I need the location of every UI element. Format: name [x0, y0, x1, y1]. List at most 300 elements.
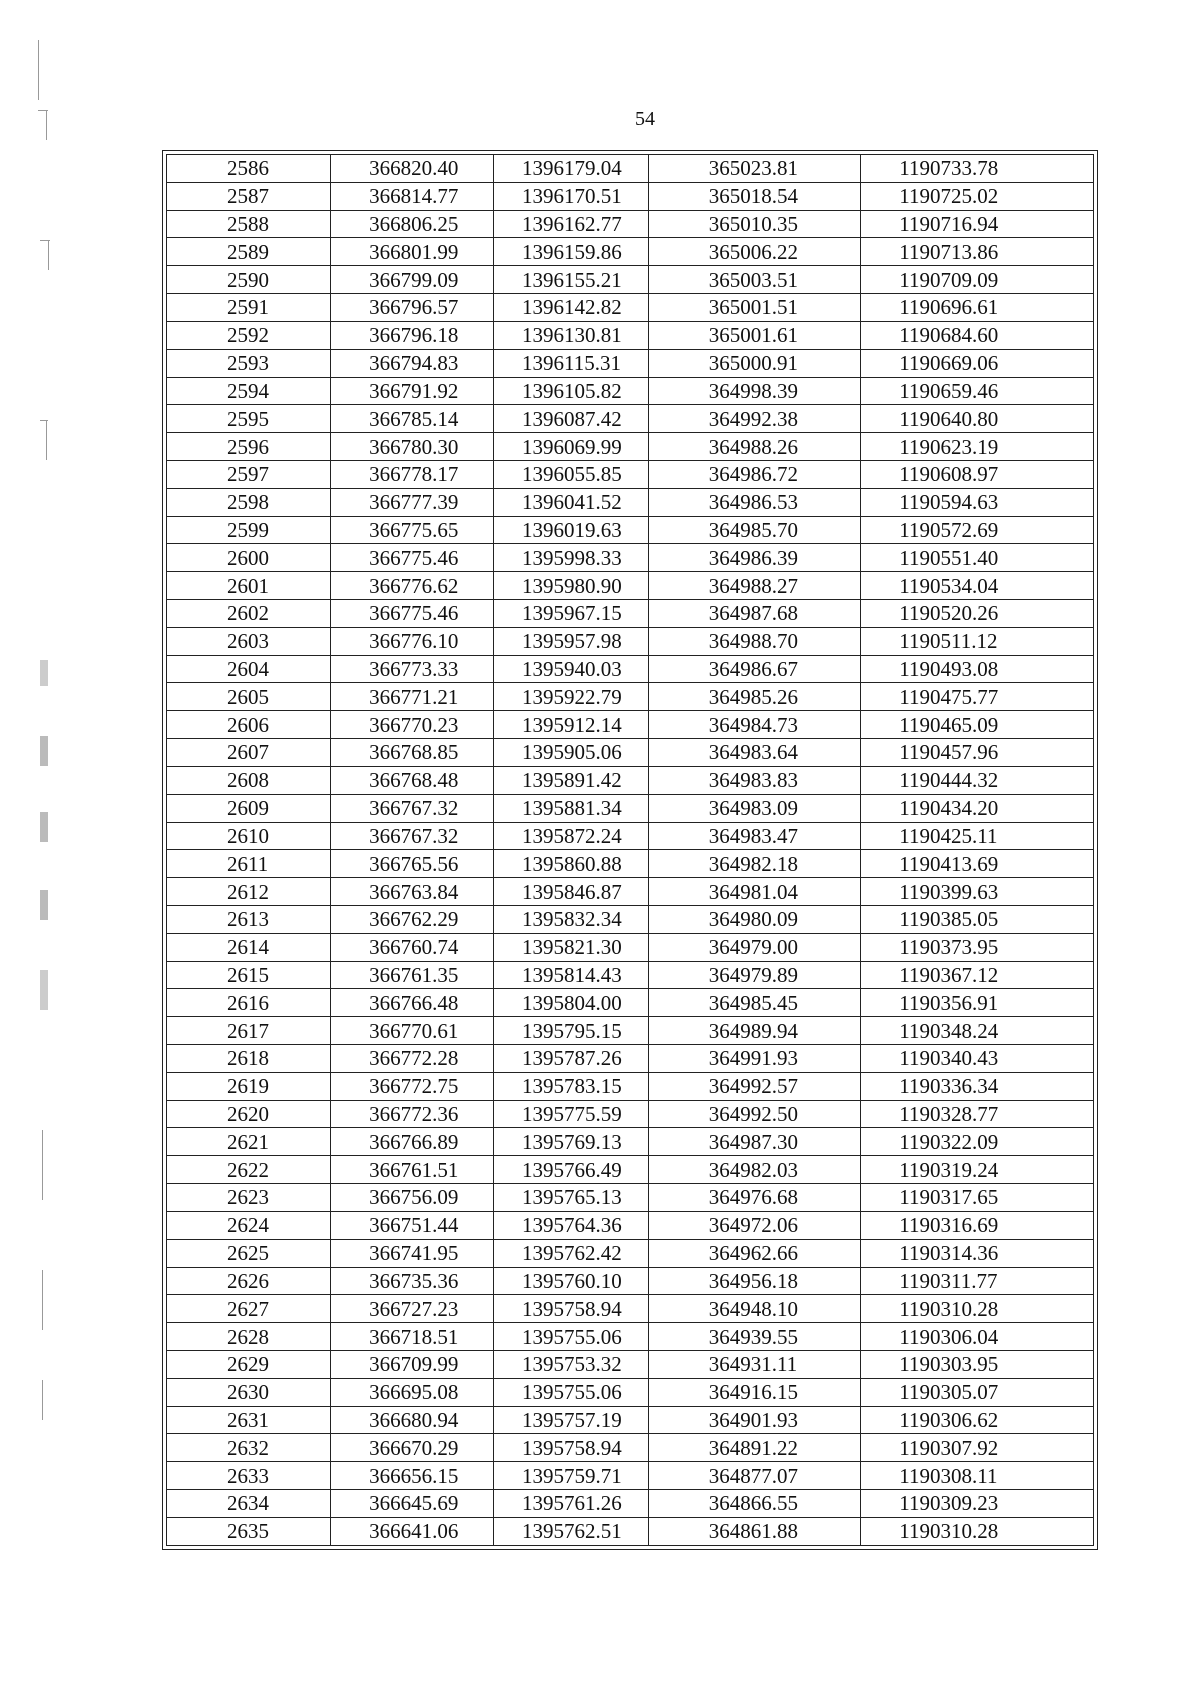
y2-cell: 1190457.96	[861, 739, 1094, 767]
table-row	[167, 1239, 1094, 1267]
x2-cell: 365003.51	[648, 266, 860, 294]
table-row	[167, 1350, 1094, 1378]
y1-cell: 1395846.87	[493, 878, 648, 906]
scan-artifact	[46, 110, 47, 140]
y1-cell: 1395760.10	[493, 1267, 648, 1295]
y1-cell: 1395764.36	[493, 1211, 648, 1239]
y2-cell: 1190311.77	[861, 1267, 1094, 1295]
x1-cell: 366778.17	[331, 460, 494, 488]
x1-cell: 366777.39	[331, 488, 494, 516]
scan-artifact	[46, 420, 47, 460]
y2-cell: 1190733.78	[861, 155, 1094, 183]
table-row	[167, 1406, 1094, 1434]
table-row	[167, 655, 1094, 683]
y2-cell: 1190319.24	[861, 1156, 1094, 1184]
x2-cell: 364979.89	[648, 961, 860, 989]
table-row	[167, 266, 1094, 294]
x2-cell: 364982.03	[648, 1156, 860, 1184]
y1-cell: 1395814.43	[493, 961, 648, 989]
point-id-cell: 2629	[167, 1350, 331, 1378]
point-id-cell: 2607	[167, 739, 331, 767]
y1-cell: 1396115.31	[493, 349, 648, 377]
point-id-cell: 2613	[167, 905, 331, 933]
y2-cell: 1190608.97	[861, 460, 1094, 488]
y1-cell: 1395998.33	[493, 544, 648, 572]
y2-cell: 1190348.24	[861, 1017, 1094, 1045]
y1-cell: 1395762.42	[493, 1239, 648, 1267]
x1-cell: 366768.85	[331, 739, 494, 767]
coordinates-table	[166, 154, 1094, 1546]
y2-cell: 1190310.28	[861, 1517, 1094, 1545]
y1-cell: 1395980.90	[493, 572, 648, 600]
point-id-cell: 2617	[167, 1017, 331, 1045]
x2-cell: 365000.91	[648, 349, 860, 377]
table-row	[167, 794, 1094, 822]
x1-cell: 366760.74	[331, 933, 494, 961]
scan-artifact	[42, 1380, 43, 1420]
x2-cell: 364939.55	[648, 1323, 860, 1351]
point-id-cell: 2633	[167, 1462, 331, 1490]
y2-cell: 1190314.36	[861, 1239, 1094, 1267]
y1-cell: 1395753.32	[493, 1350, 648, 1378]
x1-cell: 366763.84	[331, 878, 494, 906]
point-id-cell: 2608	[167, 766, 331, 794]
x2-cell: 365023.81	[648, 155, 860, 183]
table-row	[167, 321, 1094, 349]
table-row	[167, 488, 1094, 516]
x1-cell: 366761.35	[331, 961, 494, 989]
point-id-cell: 2621	[167, 1128, 331, 1156]
x1-cell: 366796.18	[331, 321, 494, 349]
y2-cell: 1190534.04	[861, 572, 1094, 600]
x2-cell: 364987.30	[648, 1128, 860, 1156]
y1-cell: 1395765.13	[493, 1184, 648, 1212]
x1-cell: 366766.89	[331, 1128, 494, 1156]
y2-cell: 1190317.65	[861, 1184, 1094, 1212]
x2-cell: 364948.10	[648, 1295, 860, 1323]
x2-cell: 364984.73	[648, 711, 860, 739]
x2-cell: 364992.57	[648, 1072, 860, 1100]
table-row	[167, 155, 1094, 183]
y2-cell: 1190520.26	[861, 600, 1094, 628]
y1-cell: 1395957.98	[493, 627, 648, 655]
point-id-cell: 2606	[167, 711, 331, 739]
y1-cell: 1396159.86	[493, 238, 648, 266]
x2-cell: 364931.11	[648, 1350, 860, 1378]
point-id-cell: 2614	[167, 933, 331, 961]
point-id-cell: 2596	[167, 433, 331, 461]
y1-cell: 1395940.03	[493, 655, 648, 683]
table-row	[167, 739, 1094, 767]
table-row	[167, 405, 1094, 433]
y1-cell: 1395804.00	[493, 989, 648, 1017]
scan-artifact	[40, 890, 48, 920]
x1-cell: 366794.83	[331, 349, 494, 377]
point-id-cell: 2605	[167, 683, 331, 711]
table-row	[167, 210, 1094, 238]
y2-cell: 1190303.95	[861, 1350, 1094, 1378]
y1-cell: 1395872.24	[493, 822, 648, 850]
x2-cell: 364985.70	[648, 516, 860, 544]
table-row	[167, 878, 1094, 906]
y2-cell: 1190511.12	[861, 627, 1094, 655]
x1-cell: 366741.95	[331, 1239, 494, 1267]
point-id-cell: 2632	[167, 1434, 331, 1462]
y2-cell: 1190713.86	[861, 238, 1094, 266]
point-id-cell: 2618	[167, 1045, 331, 1073]
x1-cell: 366772.36	[331, 1100, 494, 1128]
table-row	[167, 1517, 1094, 1545]
y1-cell: 1395755.06	[493, 1323, 648, 1351]
y2-cell: 1190356.91	[861, 989, 1094, 1017]
y2-cell: 1190493.08	[861, 655, 1094, 683]
scan-artifact	[40, 812, 48, 842]
point-id-cell: 2590	[167, 266, 331, 294]
point-id-cell: 2627	[167, 1295, 331, 1323]
x2-cell: 364985.45	[648, 989, 860, 1017]
y1-cell: 1396019.63	[493, 516, 648, 544]
point-id-cell: 2628	[167, 1323, 331, 1351]
table-row	[167, 1128, 1094, 1156]
point-id-cell: 2591	[167, 294, 331, 322]
point-id-cell: 2635	[167, 1517, 331, 1545]
x1-cell: 366670.29	[331, 1434, 494, 1462]
y2-cell: 1190413.69	[861, 850, 1094, 878]
x1-cell: 366767.32	[331, 794, 494, 822]
point-id-cell: 2604	[167, 655, 331, 683]
y1-cell: 1395769.13	[493, 1128, 648, 1156]
x2-cell: 364901.93	[648, 1406, 860, 1434]
table-row	[167, 516, 1094, 544]
y2-cell: 1190669.06	[861, 349, 1094, 377]
x1-cell: 366656.15	[331, 1462, 494, 1490]
x2-cell: 364972.06	[648, 1211, 860, 1239]
x2-cell: 364989.94	[648, 1017, 860, 1045]
y2-cell: 1190594.63	[861, 488, 1094, 516]
x1-cell: 366772.75	[331, 1072, 494, 1100]
y1-cell: 1396170.51	[493, 182, 648, 210]
x2-cell: 364985.26	[648, 683, 860, 711]
table-row	[167, 1462, 1094, 1490]
y2-cell: 1190309.23	[861, 1490, 1094, 1518]
y1-cell: 1395762.51	[493, 1517, 648, 1545]
x1-cell: 366773.33	[331, 655, 494, 683]
y1-cell: 1396130.81	[493, 321, 648, 349]
y1-cell: 1395761.26	[493, 1490, 648, 1518]
point-id-cell: 2589	[167, 238, 331, 266]
x2-cell: 364988.27	[648, 572, 860, 600]
x1-cell: 366751.44	[331, 1211, 494, 1239]
table-row	[167, 294, 1094, 322]
y1-cell: 1395783.15	[493, 1072, 648, 1100]
table-row	[167, 1323, 1094, 1351]
y2-cell: 1190340.43	[861, 1045, 1094, 1073]
y1-cell: 1395759.71	[493, 1462, 648, 1490]
page-number: 54	[635, 108, 655, 130]
y2-cell: 1190367.12	[861, 961, 1094, 989]
scan-artifact	[40, 660, 48, 686]
x2-cell: 364991.93	[648, 1045, 860, 1073]
x1-cell: 366791.92	[331, 377, 494, 405]
y1-cell: 1396162.77	[493, 210, 648, 238]
y2-cell: 1190425.11	[861, 822, 1094, 850]
y1-cell: 1395891.42	[493, 766, 648, 794]
y2-cell: 1190399.63	[861, 878, 1094, 906]
point-id-cell: 2630	[167, 1378, 331, 1406]
table-row	[167, 766, 1094, 794]
x1-cell: 366765.56	[331, 850, 494, 878]
point-id-cell: 2626	[167, 1267, 331, 1295]
point-id-cell: 2623	[167, 1184, 331, 1212]
y2-cell: 1190373.95	[861, 933, 1094, 961]
point-id-cell: 2611	[167, 850, 331, 878]
x1-cell: 366771.21	[331, 683, 494, 711]
y1-cell: 1395755.06	[493, 1378, 648, 1406]
y2-cell: 1190623.19	[861, 433, 1094, 461]
y2-cell: 1190551.40	[861, 544, 1094, 572]
y2-cell: 1190434.20	[861, 794, 1094, 822]
x2-cell: 364962.66	[648, 1239, 860, 1267]
y2-cell: 1190316.69	[861, 1211, 1094, 1239]
x1-cell: 366770.23	[331, 711, 494, 739]
x1-cell: 366761.51	[331, 1156, 494, 1184]
y1-cell: 1395757.19	[493, 1406, 648, 1434]
x2-cell: 364983.09	[648, 794, 860, 822]
point-id-cell: 2619	[167, 1072, 331, 1100]
scan-artifact	[38, 40, 39, 100]
x2-cell: 364986.39	[648, 544, 860, 572]
x2-cell: 365006.22	[648, 238, 860, 266]
x2-cell: 365018.54	[648, 182, 860, 210]
scan-artifact	[48, 240, 49, 270]
table-row	[167, 711, 1094, 739]
point-id-cell: 2620	[167, 1100, 331, 1128]
point-id-cell: 2609	[167, 794, 331, 822]
x1-cell: 366641.06	[331, 1517, 494, 1545]
y1-cell: 1396155.21	[493, 266, 648, 294]
table-row	[167, 1490, 1094, 1518]
y1-cell: 1396041.52	[493, 488, 648, 516]
x2-cell: 364988.26	[648, 433, 860, 461]
x1-cell: 366766.48	[331, 989, 494, 1017]
y1-cell: 1396105.82	[493, 377, 648, 405]
point-id-cell: 2634	[167, 1490, 331, 1518]
y2-cell: 1190305.07	[861, 1378, 1094, 1406]
point-id-cell: 2610	[167, 822, 331, 850]
y2-cell: 1190306.62	[861, 1406, 1094, 1434]
point-id-cell: 2587	[167, 182, 331, 210]
x1-cell: 366767.32	[331, 822, 494, 850]
table-row	[167, 1156, 1094, 1184]
table-row	[167, 1045, 1094, 1073]
point-id-cell: 2598	[167, 488, 331, 516]
table-row	[167, 1072, 1094, 1100]
y2-cell: 1190336.34	[861, 1072, 1094, 1100]
y2-cell: 1190306.04	[861, 1323, 1094, 1351]
y2-cell: 1190475.77	[861, 683, 1094, 711]
table-row	[167, 572, 1094, 600]
x1-cell: 366680.94	[331, 1406, 494, 1434]
x1-cell: 366718.51	[331, 1323, 494, 1351]
point-id-cell: 2602	[167, 600, 331, 628]
y2-cell: 1190307.92	[861, 1434, 1094, 1462]
x2-cell: 364956.18	[648, 1267, 860, 1295]
point-id-cell: 2616	[167, 989, 331, 1017]
point-id-cell: 2624	[167, 1211, 331, 1239]
x1-cell: 366820.40	[331, 155, 494, 183]
point-id-cell: 2586	[167, 155, 331, 183]
x2-cell: 365001.61	[648, 321, 860, 349]
x2-cell: 364861.88	[648, 1517, 860, 1545]
scan-artifact	[42, 1130, 43, 1200]
scan-artifact	[40, 736, 48, 766]
y2-cell: 1190444.32	[861, 766, 1094, 794]
y2-cell: 1190659.46	[861, 377, 1094, 405]
point-id-cell: 2597	[167, 460, 331, 488]
table-row	[167, 850, 1094, 878]
y2-cell: 1190328.77	[861, 1100, 1094, 1128]
x2-cell: 364998.39	[648, 377, 860, 405]
table-row	[167, 683, 1094, 711]
y2-cell: 1190310.28	[861, 1295, 1094, 1323]
x2-cell: 364983.64	[648, 739, 860, 767]
x1-cell: 366695.08	[331, 1378, 494, 1406]
x2-cell: 364992.50	[648, 1100, 860, 1128]
point-id-cell: 2625	[167, 1239, 331, 1267]
x2-cell: 364992.38	[648, 405, 860, 433]
table-row	[167, 182, 1094, 210]
table-row	[167, 433, 1094, 461]
table-row	[167, 460, 1094, 488]
y2-cell: 1190308.11	[861, 1462, 1094, 1490]
x1-cell: 366775.46	[331, 600, 494, 628]
x1-cell: 366727.23	[331, 1295, 494, 1323]
y1-cell: 1395775.59	[493, 1100, 648, 1128]
y1-cell: 1396179.04	[493, 155, 648, 183]
x2-cell: 364916.15	[648, 1378, 860, 1406]
y1-cell: 1395905.06	[493, 739, 648, 767]
x2-cell: 364980.09	[648, 905, 860, 933]
table-row	[167, 1017, 1094, 1045]
x1-cell: 366776.62	[331, 572, 494, 600]
y1-cell: 1396142.82	[493, 294, 648, 322]
x1-cell: 366780.30	[331, 433, 494, 461]
y1-cell: 1395832.34	[493, 905, 648, 933]
y1-cell: 1396087.42	[493, 405, 648, 433]
table-row	[167, 822, 1094, 850]
y2-cell: 1190725.02	[861, 182, 1094, 210]
y1-cell: 1395766.49	[493, 1156, 648, 1184]
y1-cell: 1396055.85	[493, 460, 648, 488]
x2-cell: 364987.68	[648, 600, 860, 628]
table-row	[167, 627, 1094, 655]
x1-cell: 366775.46	[331, 544, 494, 572]
y2-cell: 1190572.69	[861, 516, 1094, 544]
point-id-cell: 2615	[167, 961, 331, 989]
y2-cell: 1190684.60	[861, 321, 1094, 349]
x2-cell: 364982.18	[648, 850, 860, 878]
point-id-cell: 2601	[167, 572, 331, 600]
x2-cell: 365001.51	[648, 294, 860, 322]
x2-cell: 364983.47	[648, 822, 860, 850]
table-row	[167, 989, 1094, 1017]
y2-cell: 1190322.09	[861, 1128, 1094, 1156]
y1-cell: 1395912.14	[493, 711, 648, 739]
table-row	[167, 1100, 1094, 1128]
point-id-cell: 2595	[167, 405, 331, 433]
x1-cell: 366785.14	[331, 405, 494, 433]
table-row	[167, 933, 1094, 961]
table-row	[167, 600, 1094, 628]
x2-cell: 364986.53	[648, 488, 860, 516]
y1-cell: 1395922.79	[493, 683, 648, 711]
table-row	[167, 238, 1094, 266]
x2-cell: 364976.68	[648, 1184, 860, 1212]
y1-cell: 1396069.99	[493, 433, 648, 461]
y1-cell: 1395758.94	[493, 1434, 648, 1462]
coordinates-table-body	[167, 155, 1094, 1546]
x1-cell: 366799.09	[331, 266, 494, 294]
y2-cell: 1190696.61	[861, 294, 1094, 322]
table-row	[167, 961, 1094, 989]
x2-cell: 364986.72	[648, 460, 860, 488]
x2-cell: 364877.07	[648, 1462, 860, 1490]
x1-cell: 366768.48	[331, 766, 494, 794]
x2-cell: 364981.04	[648, 878, 860, 906]
point-id-cell: 2588	[167, 210, 331, 238]
point-id-cell: 2599	[167, 516, 331, 544]
table-row	[167, 1378, 1094, 1406]
point-id-cell: 2593	[167, 349, 331, 377]
x1-cell: 366775.65	[331, 516, 494, 544]
y2-cell: 1190716.94	[861, 210, 1094, 238]
point-id-cell: 2631	[167, 1406, 331, 1434]
point-id-cell: 2603	[167, 627, 331, 655]
table-row	[167, 377, 1094, 405]
y1-cell: 1395881.34	[493, 794, 648, 822]
table-row	[167, 1295, 1094, 1323]
x1-cell: 366709.99	[331, 1350, 494, 1378]
y2-cell: 1190465.09	[861, 711, 1094, 739]
table-row	[167, 1211, 1094, 1239]
y1-cell: 1395821.30	[493, 933, 648, 961]
point-id-cell: 2592	[167, 321, 331, 349]
table-row	[167, 1184, 1094, 1212]
x1-cell: 366770.61	[331, 1017, 494, 1045]
y1-cell: 1395758.94	[493, 1295, 648, 1323]
point-id-cell: 2622	[167, 1156, 331, 1184]
point-id-cell: 2600	[167, 544, 331, 572]
x2-cell: 365010.35	[648, 210, 860, 238]
x2-cell: 364866.55	[648, 1490, 860, 1518]
coordinates-table-frame	[162, 150, 1098, 1550]
table-row	[167, 905, 1094, 933]
table-row	[167, 349, 1094, 377]
y1-cell: 1395860.88	[493, 850, 648, 878]
y1-cell: 1395795.15	[493, 1017, 648, 1045]
x2-cell: 364986.67	[648, 655, 860, 683]
table-row	[167, 544, 1094, 572]
x1-cell: 366645.69	[331, 1490, 494, 1518]
x2-cell: 364983.83	[648, 766, 860, 794]
y2-cell: 1190640.80	[861, 405, 1094, 433]
x1-cell: 366801.99	[331, 238, 494, 266]
x1-cell: 366762.29	[331, 905, 494, 933]
table-row	[167, 1267, 1094, 1295]
x1-cell: 366796.57	[331, 294, 494, 322]
scan-artifact	[40, 970, 48, 1010]
x1-cell: 366814.77	[331, 182, 494, 210]
